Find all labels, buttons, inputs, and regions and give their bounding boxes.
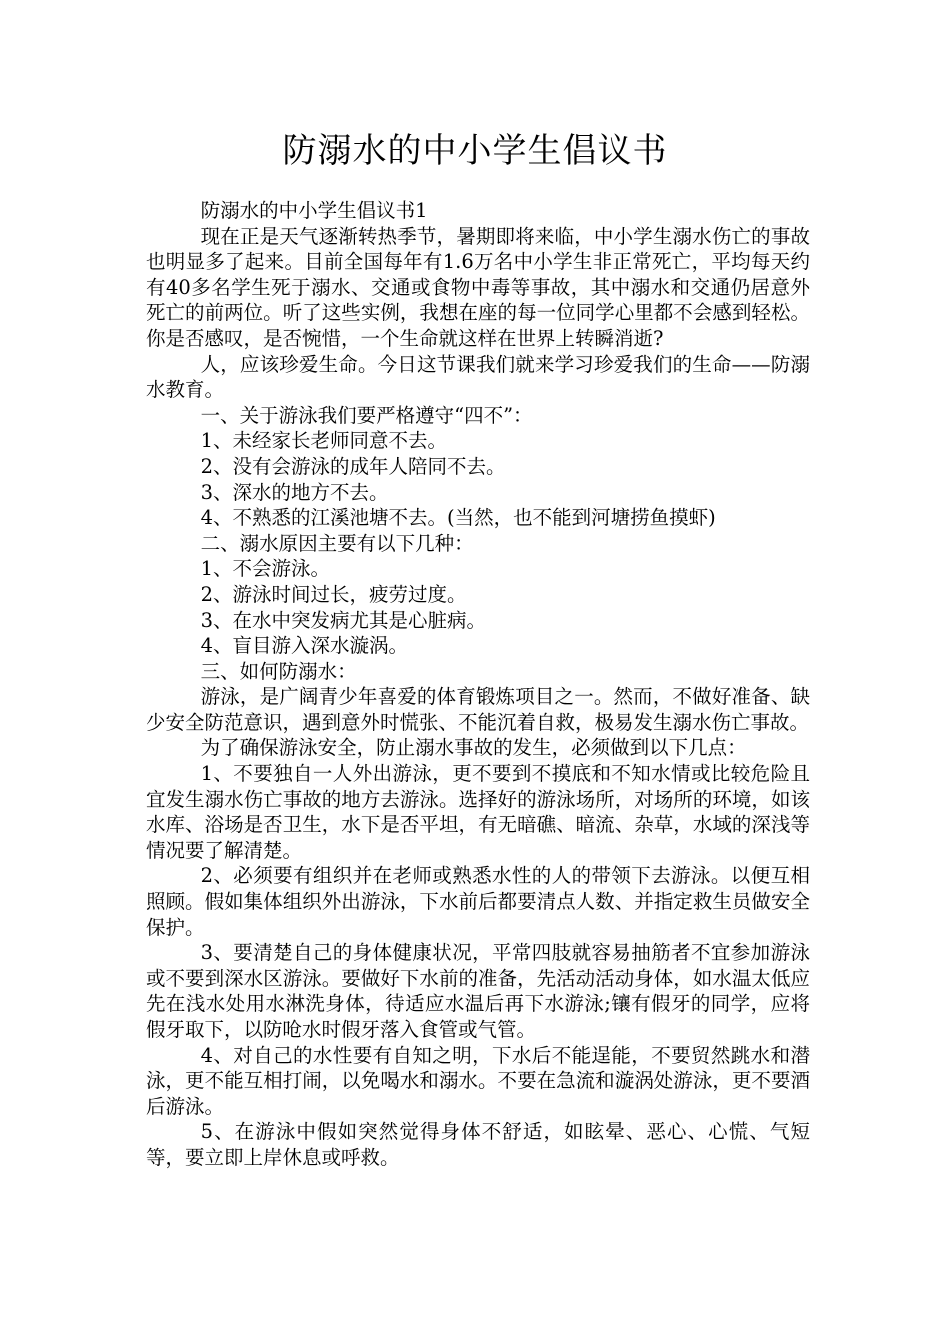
document-body	[146, 198, 810, 1171]
rule-paragraph: 2、必须要有组织并在老师或熟悉水性的人的带领下去游泳。以便互相照顾。假如集体组织外出游泳，下水前后都要清点人数、并指定救生员做安全保护。	[146, 864, 810, 939]
document-title: 防溺水的中小学生倡议书	[282, 131, 668, 171]
list-item: 3、在水中突发病尤其是心脏病。	[200, 608, 487, 632]
list-item: 4、不熟悉的江溪池塘不去。(当然，也不能到河塘捞鱼摸虾)	[200, 506, 716, 530]
rule-paragraph: 4、对自己的水性要有自知之明，下水后不能逞能，不要贸然跳水和潜泳，更不能互相打闹，以免喝水和溺水。不要在急流和漩涡处游泳，更不要酒后游泳。	[146, 1043, 810, 1118]
rule-paragraph: 1、不要独自一人外出游泳，更不要到不摸底和不知水情或比较危险且宜发生溺水伤亡事故的地方去游泳。选择好的游泳场所，对场所的环境，如该水库、浴场是否卫生，水下是否平坦，有无暗礁、暗流、杂草，水域的深浅等情况要了解清楚。	[146, 762, 810, 862]
rule-paragraph: 3、要清楚自己的身体健康状况，平常四肢就容易抽筋者不宜参加游泳或不要到深水区游泳。要做好下水前的准备，先活动活动身体，如水温太低应先在浅水处用水淋洗身体，待适应水温后再下水游泳;镶有假牙的同学，应将假牙取下，以防呛水时假牙落入食管或气管。	[146, 941, 810, 1041]
body-paragraph: 为了确保游泳安全，防止溺水事故的发生，必须做到以下几点：	[200, 736, 747, 760]
list-item: 2、没有会游泳的成年人陪同不去。	[200, 454, 506, 478]
cherish-life-paragraph: 人，应该珍爱生命。今日这节课我们就来学习珍爱我们的生命——防溺水教育。	[146, 352, 810, 402]
intro-paragraph: 现在正是天气逐渐转热季节，暑期即将来临，中小学生溺水伤亡的事故也明显多了起来。目前全国每年有1.6万名中小学生非正常死亡，平均每天约有40多名学生死于溺水、交通或食物中毒等事故，其中溺水和交通仍居意外死亡的前两位。听了这些实例，我想在座的每一位同学心里都不会感到轻松。你是否感叹，是否惋惜，一个生命就这样在世界上转瞬消逝?	[146, 224, 810, 350]
list-item: 1、不会游泳。	[200, 557, 331, 581]
rule-paragraph: 5、在游泳中假如突然觉得身体不舒适，如眩晕、恶心、心慌、气短等，要立即上岸休息或呼救。	[146, 1120, 810, 1169]
section-heading-causes: 二、溺水原因主要有以下几种：	[200, 531, 474, 555]
section-heading-four-nots: 一、关于游泳我们要严格遵守“四不”：	[200, 403, 533, 427]
section-heading-prevention: 三、如何防溺水：	[200, 659, 357, 683]
list-item: 3、深水的地方不去。	[200, 480, 389, 504]
list-item: 1、未经家长老师同意不去。	[200, 429, 448, 453]
list-item: 4、盲目游入深水漩涡。	[200, 634, 409, 658]
subtitle-paragraph: 防溺水的中小学生倡议书1	[200, 199, 428, 222]
body-paragraph: 游泳，是广阔青少年喜爱的体育锻炼项目之一。然而，不做好准备、缺少安全防范意识，遇到意外时慌张、不能沉着自救，极易发生溺水伤亡事故。	[146, 685, 810, 734]
list-item: 2、游泳时间过长，疲劳过度。	[200, 582, 467, 606]
